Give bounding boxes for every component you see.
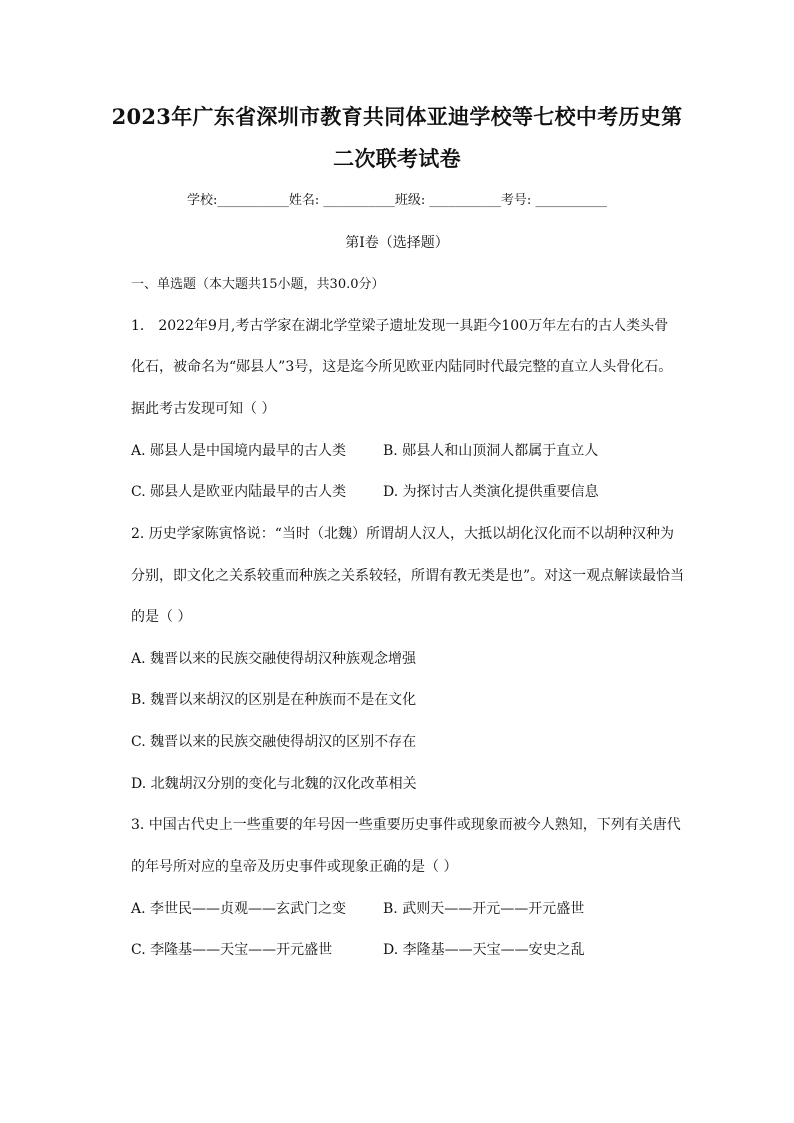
question-2-line-2: 分别，即文化之关系较重而种族之关系较轻，所谓有教无类是也”。对这一观点解读最恰当 <box>131 568 685 584</box>
question-1-option-d[interactable]: D. 为探讨古人类演化提供重要信息 <box>383 484 599 500</box>
question-3-line-2: 的年号所对应的皇帝及历史事件或现象正确的是（ ） <box>131 859 458 875</box>
question-1-option-c[interactable]: C. 郧县人是欧亚内陆最早的古人类 <box>131 484 347 500</box>
question-3-options-row-2 <box>131 940 701 960</box>
question-2-option-b[interactable]: B. 魏晋以来胡汉的区别是在种族而不是在文化 <box>131 692 417 708</box>
question-2-option-c[interactable]: C. 魏晋以来的民族交融使得胡汉的区别不存在 <box>131 734 417 750</box>
question-1-line-3: 据此考古发现可知（ ） <box>131 401 276 417</box>
question-3-option-d[interactable]: D. 李隆基——天宝——安史之乱 <box>383 942 585 958</box>
question-1-line-2: 化石，被命名为“郧县人”3号，这是迄今所见欧亚内陆同时代最完整的直立人头骨化石。 <box>131 359 673 375</box>
question-1-option-a[interactable]: A. 郧县人是中国境内最早的古人类 <box>131 443 347 459</box>
question-3-line-1: 3. 中国古代史上一些重要的年号因一些重要历史事件或现象而被今人熟知，下列有关唐代 <box>131 817 681 833</box>
exam-title-line-2: 二次联考试卷 <box>333 146 461 171</box>
student-info-line: 学校:___________姓名: ___________班级: ___________考号: ___________ <box>187 193 607 208</box>
question-2-option-d[interactable]: D. 北魏胡汉分别的变化与北魏的汉化改革相关 <box>131 776 417 792</box>
question-1-option-b[interactable]: B. 郧县人和山顶洞人都属于直立人 <box>383 443 599 459</box>
question-3-options-row-1 <box>131 899 701 919</box>
exam-title-line-1: 2023年广东省深圳市教育共同体亚迪学校等七校中考历史第 <box>111 104 683 129</box>
question-3-option-c[interactable]: C. 李隆基——天宝——开元盛世 <box>131 942 333 958</box>
question-2-option-a[interactable]: A. 魏晋以来的民族交融使得胡汉种族观念增强 <box>131 651 417 667</box>
section-label: 第Ⅰ卷（选择题） <box>345 235 449 251</box>
question-1-line-1: 1． 2022年9月,考古学家在湖北学堂梁子遗址发现一具距今100万年左右的古人类头骨 <box>131 318 669 334</box>
question-3-option-b[interactable]: B. 武则天——开元——开元盛世 <box>383 901 585 917</box>
question-1-options-row-2 <box>131 482 701 502</box>
question-3-option-a[interactable]: A. 李世民——贞观——玄武门之变 <box>131 901 347 917</box>
question-2-line-3: 的是（ ） <box>131 609 192 625</box>
question-1-options-row-1 <box>131 441 701 461</box>
part-heading: 一、单选题（本大题共15小题，共30.0分） <box>131 277 385 292</box>
question-2-line-1: 2. 历史学家陈寅恪说：“当时（北魏）所谓胡人汉人，大抵以胡化汉化而不以胡种汉种为 <box>131 526 674 542</box>
